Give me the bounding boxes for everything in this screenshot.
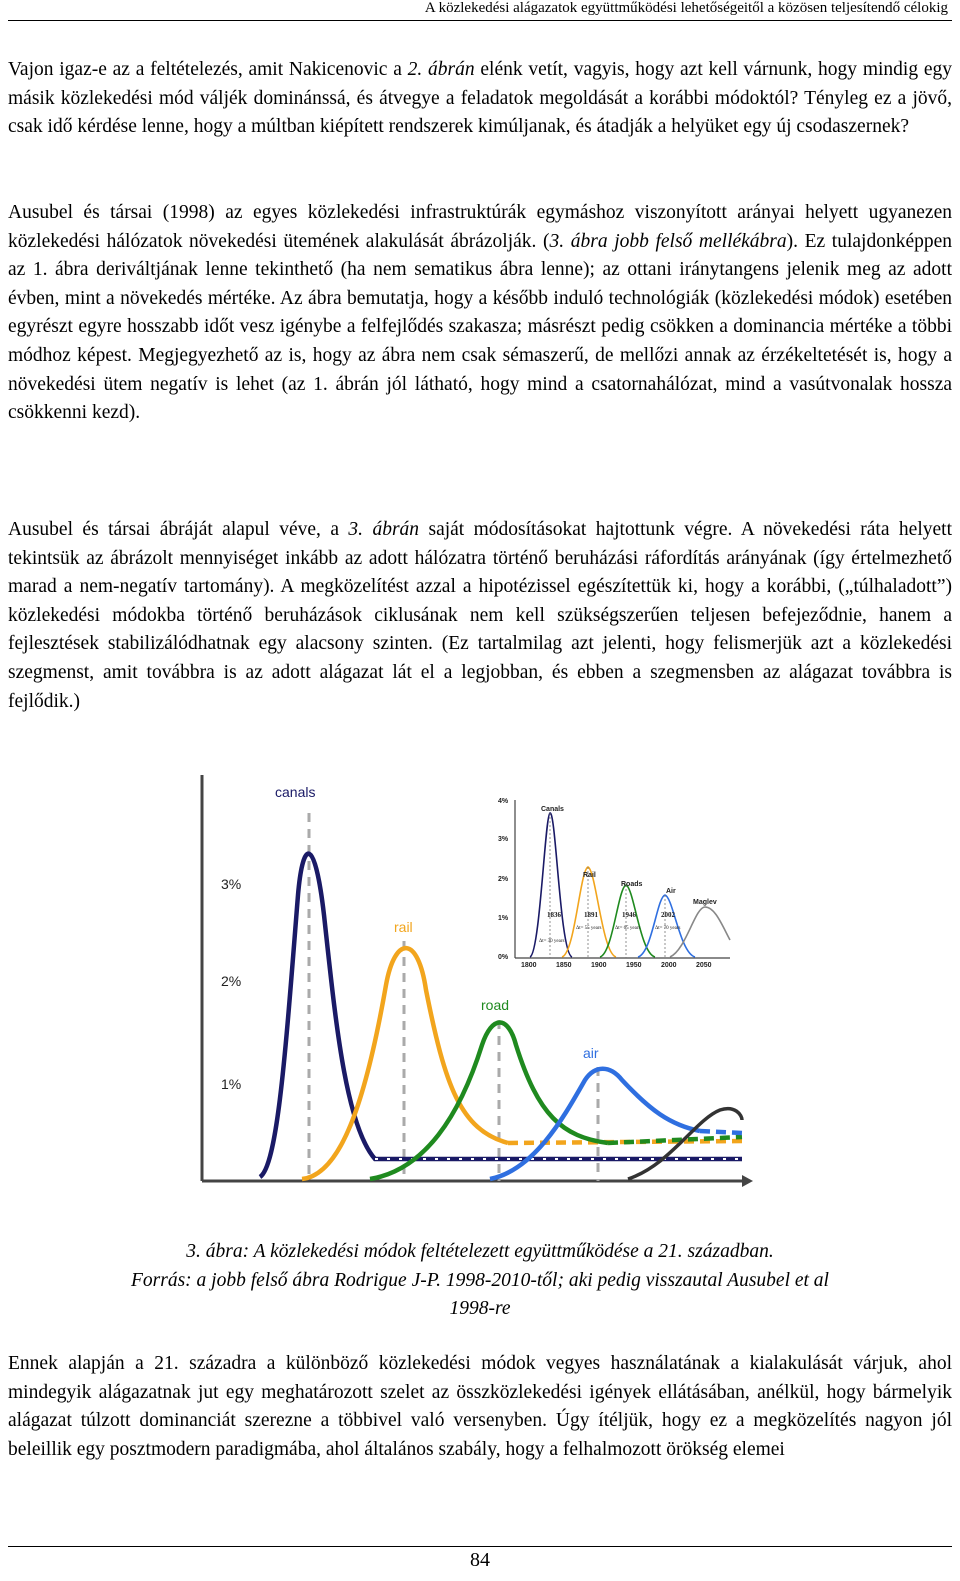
inset-peak-roads: 1946 <box>622 911 636 919</box>
air-tail <box>700 1131 742 1133</box>
paragraph-text-run: elénk vetít, vagyis, hogy azt kell várnunk, hogy mindig egy másik közlekedési mód váljék dominánssá, és átvegye a feladatok megoldását a korábbi módoktól? Tényleg ez a jövő, csak idő kérdése lenne, hogy a múltban kiépített rendszerek kimúljanak, és átadják a helyüket egy új csodaszernek? <box>8 59 952 138</box>
paragraph-text-run: 3. ábra jobb felső mellékábra <box>549 230 787 252</box>
inset-y-tick-2: 2% <box>498 876 509 883</box>
main-y-tick-2: 2% <box>221 973 242 989</box>
inset-label-roads: Roads <box>621 881 643 888</box>
page-number: 84 <box>470 1549 490 1571</box>
paragraph-text-run: 3. ábrán <box>348 519 420 540</box>
label-canals: canals <box>275 784 316 800</box>
paragraph-text-run: Ausubel és társai ábráját alapul véve, a <box>8 519 349 540</box>
inset-peak-rail: 1891 <box>584 911 598 919</box>
paragraph-4: Ennek alapján a 21. századra a különböző közlekedési módok vegyes használatának a kialakulását várjuk, ahol mindegyik alágazatnak jut egy meghatározott szelet az összközlekedési igények ellátásában, anélkül, hogy bármelyik alágazat túlzott dominanciát szerezne a többivel való versenyben. Úgy ítéljük, hogy ez a megközelítés nagyon jól beleillik egy posztmodern paradigmába, ahol általános szabály, hogy a felhalmozott örökség elemei <box>8 1353 952 1460</box>
label-road: road <box>481 997 510 1013</box>
inset-y-tick-1: 1% <box>498 915 509 922</box>
inset-x-tick-1950: 1950 <box>626 962 642 969</box>
inset-x-tick-1850: 1850 <box>556 962 572 969</box>
inset-width-canals: Δt= 30 years <box>539 939 565 944</box>
inset-x-tick-2050: 2050 <box>696 962 712 969</box>
running-header <box>8 0 952 21</box>
paragraph-2 <box>8 199 952 428</box>
inset-label-air: Air <box>666 888 676 895</box>
footer-rule <box>8 1546 952 1547</box>
inset-width-roads: Δt= 65 years <box>615 926 641 931</box>
paragraph-text-run: Ausubel és társai (1998) az egyes közlekedési infrastruktúrák egymáshoz viszonyított arányai helyett ugyanezen közlekedési hálózatok növekedési ütemének alakulását ábrázolják. ( <box>8 202 952 252</box>
figure-3-svg <box>190 775 760 1215</box>
caption-line-1: 3. ábra: A közlekedési módok feltételezett együttműködése a 21. században. <box>186 1241 774 1262</box>
inset-y-tick-3: 3% <box>498 836 509 843</box>
paragraph-text-run: 2. ábrán <box>407 59 475 80</box>
paragraph-3 <box>8 516 952 716</box>
paragraph-text-run: saját módosításokat hajtottunk végre. A növekedési ráta helyett tekintsük az ábrázolt mennyiséget inkább az adott hálózatra történő beruházási ráfordítás arányának (így értelmezhető marad a nem-negatív tartomány). A megközelítést azzal a hipotézissel egészítettük ki, hogy a korábbi, („túlhaladott”) közlekedési módokba történő beruházások ciklusának nem kell szükségszerűen teljesen befejeződnie, hanem a fejlesztések stabilizálódhatnak egy alacsony szinten. (Ez tartalmilag azt jelenti, hogy felismerjük azt a közlekedési szegmenst, amit továbbra is az adott alágazat lát el a legjobban, és ebben a szegmensben az alágazat továbbra is fejlődik.) <box>8 519 952 712</box>
label-rail: rail <box>394 919 413 935</box>
figure-caption <box>8 1238 952 1324</box>
main-x-axis-arrow <box>742 1175 753 1187</box>
inset-x-tick-2000: 2000 <box>661 962 677 969</box>
inset-peak-canals: 1836 <box>547 911 561 919</box>
label-air: air <box>583 1045 599 1061</box>
inset-label-canals: Canals <box>541 806 564 813</box>
inset-y-tick-4: 4% <box>498 798 509 805</box>
running-header-title: A közlekedési alágazatok együttműködési lehetőségeitől a közösen teljesítendő célokig <box>424 0 948 16</box>
inset-width-rail: Δt= 55 years <box>576 926 602 931</box>
inset-y-tick-0: 0% <box>498 954 509 961</box>
inset-chart <box>488 789 740 981</box>
main-y-tick-3: 3% <box>221 876 242 892</box>
air-curve <box>490 1069 700 1179</box>
inset-label-rail: Rail <box>583 872 596 879</box>
caption-line-3: 1998-re <box>449 1298 511 1319</box>
inset-width-air: Δt= 70 years <box>655 926 681 931</box>
inset-x-tick-1900: 1900 <box>591 962 607 969</box>
paragraph-text-run: ). Ez tulajdonképpen az 1. ábra deriváltjának lenne tekinthető (ha nem sematikus ábra lenne); az ottani iránytangens jelenik meg az adott évben, mint a növekedés mértéke. Az ábra bemutatja, hogy a később induló technológiák (közlekedési módok) esetében egyrészt egyre hosszabb időt vesz igénybe a felfejlődés szakasza; másrészt pedig csökken a dominancia mértéke a többi módhoz képest. Megjegyezhető az is, hogy az ábra nem csak sémaszerű, de mellőzi annak az érzékeltetését is, hogy a növekedési ütem negatív is lehet (az 1. ábrán jól látható, hogy mind a csatornahálózat, mind a vasútvonalak hossza csökkenni kezd). <box>8 230 953 424</box>
paragraph-1 <box>8 56 952 142</box>
inset-x-tick-1800: 1800 <box>521 962 537 969</box>
inset-background <box>488 789 740 981</box>
inset-peak-air: 2002 <box>661 911 675 919</box>
caption-line-2: Forrás: a jobb felső ábra Rodrigue J-P. 1998-2010-től; aki pedig visszautal Ausubel et al <box>131 1269 829 1291</box>
paragraph-text-run: Vajon igaz-e az a feltételezés, amit Nakicenovic a <box>8 59 408 80</box>
main-y-tick-1: 1% <box>221 1076 242 1092</box>
inset-label-maglev: Maglev <box>693 899 717 906</box>
figure-3 <box>190 775 760 1215</box>
